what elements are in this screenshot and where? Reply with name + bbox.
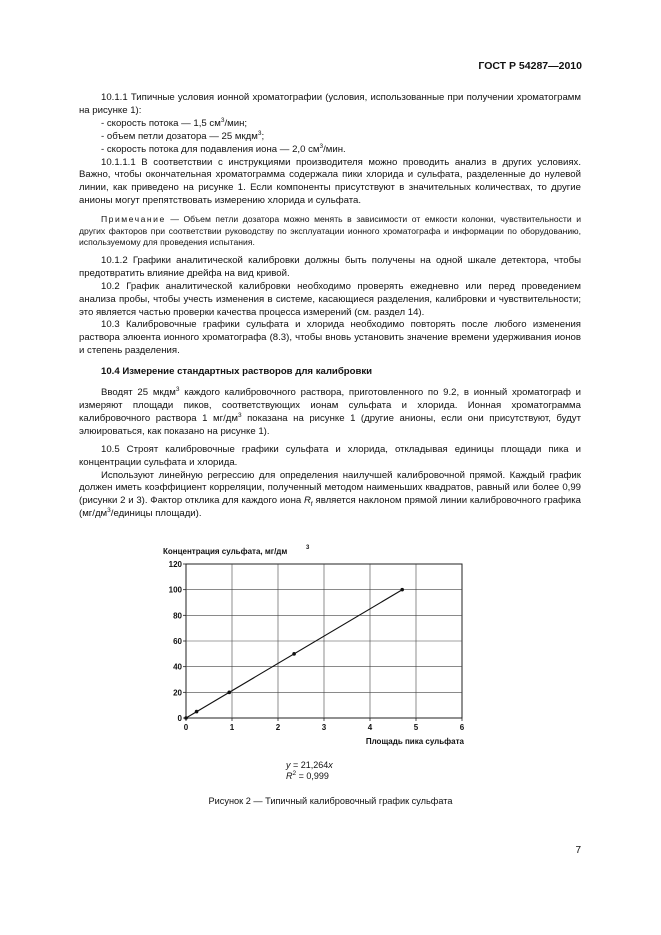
para-10-1-1-1: 10.1.1.1 В соответствии с инструкциями производителя можно проводить анализ в других условиях. Важно, чтобы окончательная хроматограмма содержала пики хлорида и сульфата, разделенные до нулевой линии, как приведено на рисунке 1. Если компоненты присутствуют в значительных количествах, то другие анионы могут препятствовать измерению хлорида и сульфата. — [79, 156, 581, 207]
para-10-4: Вводят 25 мкдм$^3$ каждого калибровочного раствора, приготовленного по 9.2, в ионный хроматограф и измеряют площади пиков, соответствующих ионам сульфата и хлорида. Ионная хроматограмма калибровочного раствора 1 $мг/дм^3$ показана на рисунке 1 (другие анионы, если они присутствуют, будут элюироваться, как показано на рисунке 1). — [79, 385, 581, 437]
list-item-flow: - скорость потока — 1,5 $см^3$/мин; — [101, 116, 248, 129]
y-tick-label: 100 — [168, 585, 182, 595]
figure-caption: Рисунок 2 — Типичный калибровочный график сульфата — [208, 796, 453, 806]
list-item-loop: - объем петли дозатора — 25 мкдм$^3$; — [101, 129, 265, 142]
y-tick-label: 40 — [173, 662, 182, 672]
y-axis-label-sup: 3 — [306, 545, 310, 551]
x-tick-label: 3 — [321, 723, 327, 732]
y-tick-label: 0 — [177, 714, 182, 723]
y-axis-label: Концентрация сульфата, мг/дм — [163, 547, 288, 556]
x-tick-label: 6 — [459, 723, 465, 732]
para-10-2: 10.2 График аналитической калибровки необходимо проверять ежедневно или перед проведением анализа пробы, чтобы учесть изменения в системе, касающиеся разделения, калибровки и чувствительности; это является частью проверки качества процесса измерений (см. раздел 14). — [79, 280, 581, 318]
y-tick-label: 80 — [173, 611, 182, 621]
y-tick-label: 60 — [173, 637, 182, 646]
regression-equation — [286, 760, 333, 782]
data-point — [195, 710, 199, 714]
page-number: 7 — [575, 845, 581, 856]
r-squared-line: $R^2 = 0,999$ — [286, 770, 329, 781]
x-tick-label: 4 — [367, 723, 373, 732]
x-tick-label: 1 — [229, 723, 235, 732]
para-10-5: 10.5 Строят калибровочные графики сульфата и хлорида, откладывая единицы площади пика и концентрации сульфата и хлорида. — [79, 443, 581, 468]
para-10-5-regression: Используют линейную регрессию для определения наилучшей калибровочной прямой. Каждый график должен иметь коэффициент корреляции, полученный методом наименьших квадратов, равный или более 0,99 (рисунки 2 и 3). Фактор отклика для каждого иона $R_f$ является наклоном прямой линии калибровочного графика ($мг/дм^3$/единицы площади). — [79, 469, 581, 520]
y-tick-label: 20 — [173, 688, 182, 698]
data-point — [292, 652, 296, 656]
data-point — [184, 716, 188, 720]
list-item-suppression: - скорость потока для подавления иона — 2,0 $см^3$/мин. — [101, 142, 346, 155]
note-label: Примечание — [101, 214, 166, 225]
para-10-1-1: 10.1.1 Типичные условия ионной хроматографии (условия, использованные при получении хроматограмм на рисунке 1): — [79, 92, 581, 116]
para-10-3: 10.3 Калибровочные графики сульфата и хлорида необходимо повторять после любого изменения раствора элюента ионного хроматографа (8.3), чтобы вновь установить значение времени удерживания ионов и степень разделения. — [79, 319, 581, 357]
x-tick-label: 0 — [183, 723, 189, 732]
section-heading-10-4: 10.4 Измерение стандартных растворов для калибровки — [101, 366, 373, 378]
note — [79, 214, 581, 249]
calibration-chart — [160, 538, 480, 773]
y-tick-label: 120 — [168, 560, 182, 569]
document-header: ГОСТ Р 54287—2010 — [478, 60, 582, 72]
data-point — [227, 691, 231, 695]
x-axis-label: Площадь пика сульфата — [365, 737, 464, 746]
data-point — [400, 588, 404, 592]
x-tick-label: 5 — [413, 723, 419, 732]
note-text: — Объем петли дозатора можно менять в зависимости от емкости колонки, чувствительности и других факторов при соответствии руководству по эксплуатации ионного хроматографа и информации по оборудованию, используемому для проведения испытания. — [79, 214, 581, 248]
body-text — [79, 92, 581, 521]
equation-line: y = 21,264x — [286, 760, 333, 770]
x-tick-label: 2 — [275, 723, 281, 732]
para-10-1-2: 10.1.2 Графики аналитической калибровки должны быть получены на одной шкале детектора, чтобы предотвратить влияние дрейфа на вид кривой. — [79, 254, 581, 279]
